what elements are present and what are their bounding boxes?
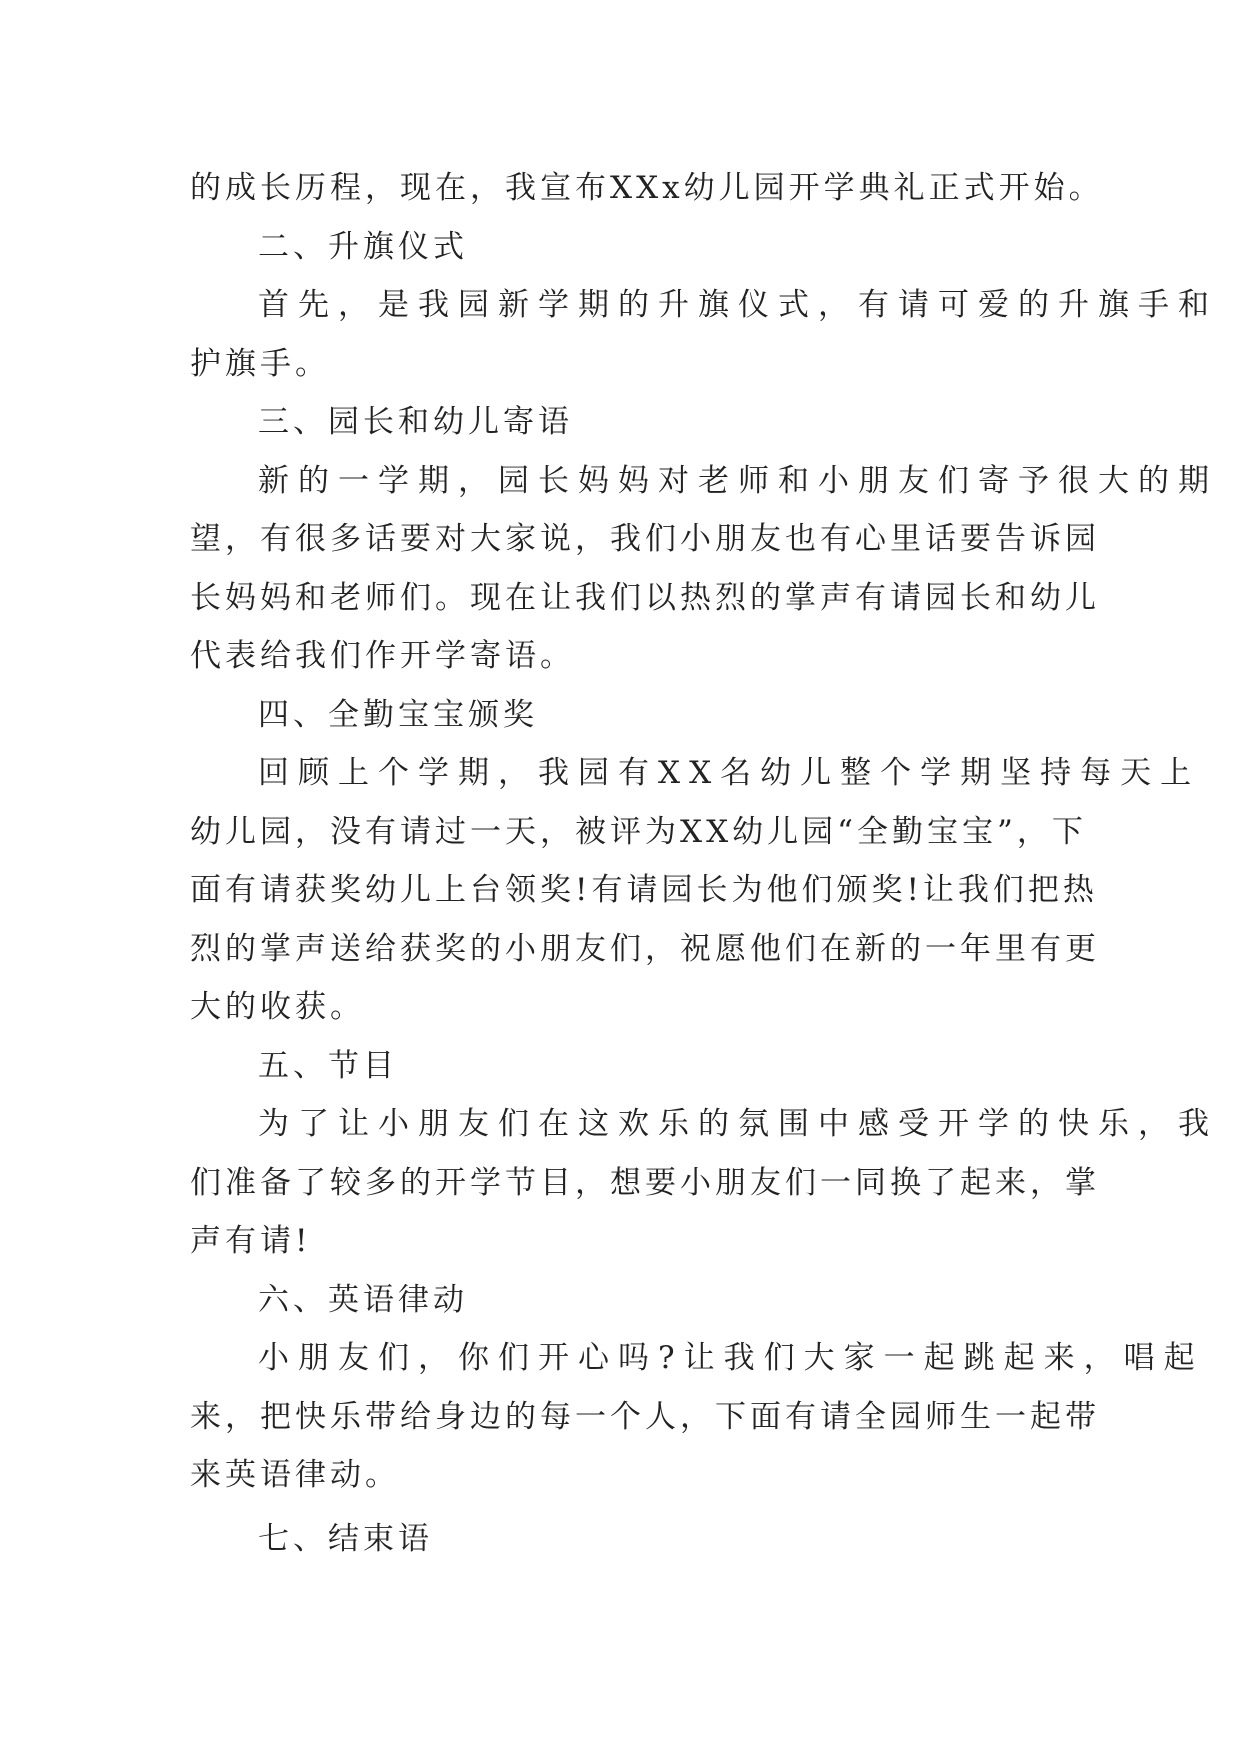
- paragraph-line: 新的一学期，园长妈妈对老师和小朋友们寄予很大的期: [258, 462, 1218, 499]
- paragraph-line: 大的收获。: [190, 989, 365, 1025]
- section-heading-flag-raising: 二、升旗仪式: [258, 228, 468, 265]
- paragraph-line: 护旗手。: [190, 345, 330, 382]
- section-heading-closing: 七、结束语: [258, 1520, 433, 1557]
- paragraph-line: 回顾上个学期，我园有XX名幼儿整个学期坚持每天上: [258, 755, 1201, 791]
- paragraph-line: 望，有很多话要对大家说，我们小朋友也有心里话要告诉园: [190, 521, 1100, 557]
- paragraph-line: 长妈妈和老师们。现在让我们以热烈的掌声有请园长和幼儿: [190, 579, 1100, 616]
- paragraph-line: 来英语律动。: [190, 1457, 400, 1493]
- paragraph-line: 代表给我们作开学寄语。: [190, 638, 575, 674]
- paragraph-line: 小朋友们，你们开心吗?让我们大家一起跳起来，唱起: [258, 1340, 1204, 1376]
- section-heading-program: 五、节目: [258, 1047, 398, 1084]
- document-body: [190, 159, 1218, 1568]
- paragraph-line: 幼儿园，没有请过一天，被评为XX幼儿园“全勤宝宝”，下: [190, 813, 1087, 850]
- paragraph-line: 烈的掌声送给获奖的小朋友们，祝愿他们在新的一年里有更: [190, 930, 1100, 967]
- section-heading-messages: 三、园长和幼儿寄语: [258, 404, 573, 440]
- paragraph-line: 的成长历程，现在，我宣布XXx幼儿园开学典礼正式开始。: [190, 170, 1104, 206]
- section-heading-attendance-award: 四、全勤宝宝颁奖: [258, 696, 538, 733]
- paragraph-line: 首先，是我园新学期的升旗仪式，有请可爱的升旗手和: [258, 287, 1218, 323]
- section-heading-english-rhythm: 六、英语律动: [258, 1281, 468, 1318]
- paragraph-line: 为了让小朋友们在这欢乐的氛围中感受开学的快乐，我: [258, 1106, 1218, 1142]
- paragraph-line: 们准备了较多的开学节目，想要小朋友们一同换了起来，掌: [190, 1164, 1100, 1201]
- paragraph-line: 来，把快乐带给身边的每一个人，下面有请全园师生一起带: [190, 1398, 1100, 1435]
- paragraph-line: 声有请!: [190, 1223, 312, 1259]
- paragraph-line: 面有请获奖幼儿上台领奖!有请园长为他们颁奖!让我们把热: [190, 872, 1098, 908]
